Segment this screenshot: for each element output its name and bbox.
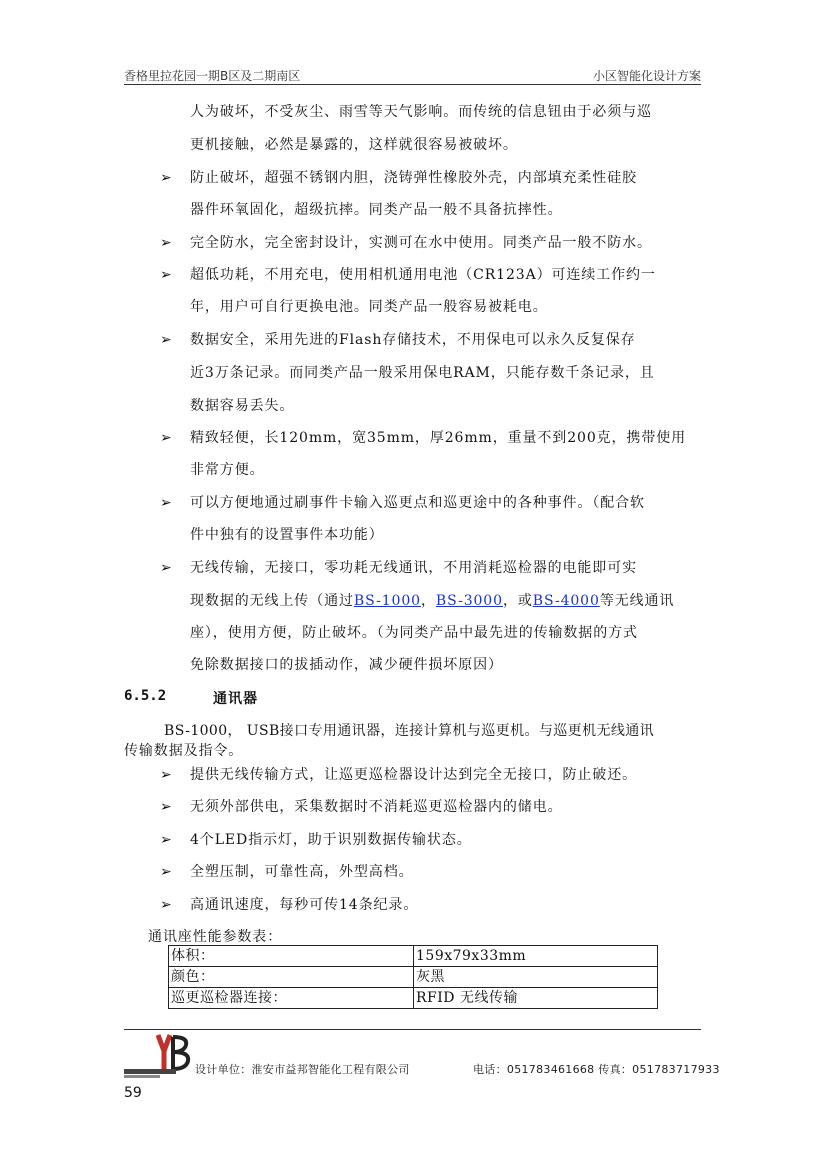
company-logo [124, 1033, 194, 1079]
bullet-text: 超低功耗，不用充电，使用相机通用电池（CR123A）可连续工作约一 [190, 267, 656, 283]
link-bs-3000[interactable]: BS-3000 [435, 593, 503, 609]
feature-item: 4个LED指示灯，助于识别数据传输状态。 [190, 832, 472, 848]
bullet-text: 防止破坏，超强不锈钢内胆，浇铸弹性橡胶外壳，内部填充柔性硅胶 [190, 170, 637, 186]
page-number: 59 [124, 1085, 142, 1101]
link-bs-4000[interactable]: BS-4000 [532, 593, 600, 609]
table-cell-value: 灰黑 [414, 967, 658, 988]
footer-divider [124, 1029, 701, 1030]
bullet-arrow-icon: ➢ [160, 799, 172, 815]
feature-item: 无须外部供电，采集数据时不消耗巡更巡检器内的储电。 [190, 799, 563, 815]
bullet-text: 件中独有的设置事件本功能） [190, 527, 384, 543]
table-caption: 通讯座性能参数表： [148, 929, 283, 945]
continuation-line: 人为破坏，不受灰尘、雨雪等天气影响。而传统的信息钮由于必须与巡 [190, 104, 652, 120]
table-cell-label: 体积： [169, 946, 414, 967]
bullet-arrow-icon: ➢ [160, 430, 172, 446]
bullet-text: 免除数据接口的拔插动作，减少硬件损坏原因） [190, 657, 503, 673]
bullet-arrow-icon: ➢ [160, 170, 172, 186]
separator: ，或 [502, 593, 533, 609]
bullet-text: 可以方便地通过刷事件卡输入巡更点和巡更途中的各种事件。（配合软 [190, 495, 645, 511]
bullet-text: 精致轻便，长120mm，宽35mm，厚26mm，重量不到200克，携带使用 [190, 430, 687, 446]
link-bs-1000[interactable]: BS-1000 [353, 593, 421, 609]
table-row [169, 946, 658, 967]
continuation-line: 更机接触，必然是暴露的，这样就很容易被破坏。 [190, 137, 518, 153]
section-intro: BS-1000， USB接口专用通讯器，连接计算机与巡更机。与巡更机无线通讯 [164, 723, 655, 739]
feature-item: 提供无线传输方式，让巡更巡检器设计达到完全无接口，防止破还。 [190, 767, 637, 783]
bullet-text: 无线传输，无接口，零功耗无线通讯，不用消耗巡检器的电能即可实 [190, 560, 637, 576]
feature-item: 高通讯速度，每秒可传14条纪录。 [190, 897, 419, 913]
bullet-arrow-icon: ➢ [160, 767, 172, 783]
bullet-text: 现数据的无线上传（通过 [190, 593, 354, 609]
bullet-text: 年，用户可自行更换电池。同类产品一般容易被耗电。 [190, 299, 548, 315]
header-divider [124, 84, 701, 85]
header-right: 小区智能化设计方案 [592, 69, 701, 83]
bullet-arrow-icon: ➢ [160, 560, 172, 576]
bullet-text: 数据容易丢失。 [190, 398, 295, 414]
table-cell-value: 159x79x33mm [414, 946, 658, 967]
bullet-arrow-icon: ➢ [160, 235, 172, 251]
feature-item: 全塑压制，可靠性高，外型高档。 [190, 864, 414, 880]
bullet-text: 座），使用方便，防止破坏。（为同类产品中最先进的传输数据的方式 [190, 625, 638, 641]
bullet-arrow-icon: ➢ [160, 332, 172, 348]
footer-contact: 电话：051783461668 传真：051783717933 [473, 1063, 720, 1076]
logo-icon [124, 1033, 194, 1079]
bullet-text: 等无线通讯 [599, 593, 675, 609]
header-left: 香格里拉花园一期B区及二期南区 [124, 69, 301, 83]
table-cell-value: RFID 无线传输 [414, 988, 658, 1009]
bullet-text-with-links [190, 592, 674, 610]
bullet-arrow-icon: ➢ [160, 267, 172, 283]
bullet-text: 数据安全，采用先进的Flash存储技术，不用保电可以永久反复保存 [190, 332, 636, 348]
bullet-text: 近3万条记录。而同类产品一般采用保电RAM，只能存数千条记录，且 [190, 365, 655, 381]
footer-unit: 设计单位：淮安市益邦智能化工程有限公司 [195, 1063, 410, 1076]
parameter-table [168, 945, 658, 1009]
bullet-arrow-icon: ➢ [160, 495, 172, 511]
bullet-text: 完全防水，完全密封设计，实测可在水中使用。同类产品一般不防水。 [190, 235, 652, 251]
bullet-arrow-icon: ➢ [160, 864, 172, 880]
section-number: 6.5.2 [124, 688, 167, 704]
table-cell-label: 巡更巡检器连接： [169, 988, 414, 1009]
bullet-text: 器件环氧固化，超级抗摔。同类产品一般不具备抗摔性。 [190, 202, 563, 218]
section-intro: 传输数据及指令。 [124, 743, 244, 759]
bullet-text: 非常方便。 [190, 462, 265, 478]
table-cell-label: 颜色： [169, 967, 414, 988]
section-title: 通讯器 [213, 691, 258, 707]
bullet-arrow-icon: ➢ [160, 832, 172, 848]
table-row [169, 988, 658, 1009]
separator: ， [420, 593, 436, 609]
bullet-arrow-icon: ➢ [160, 897, 172, 913]
table-row [169, 967, 658, 988]
